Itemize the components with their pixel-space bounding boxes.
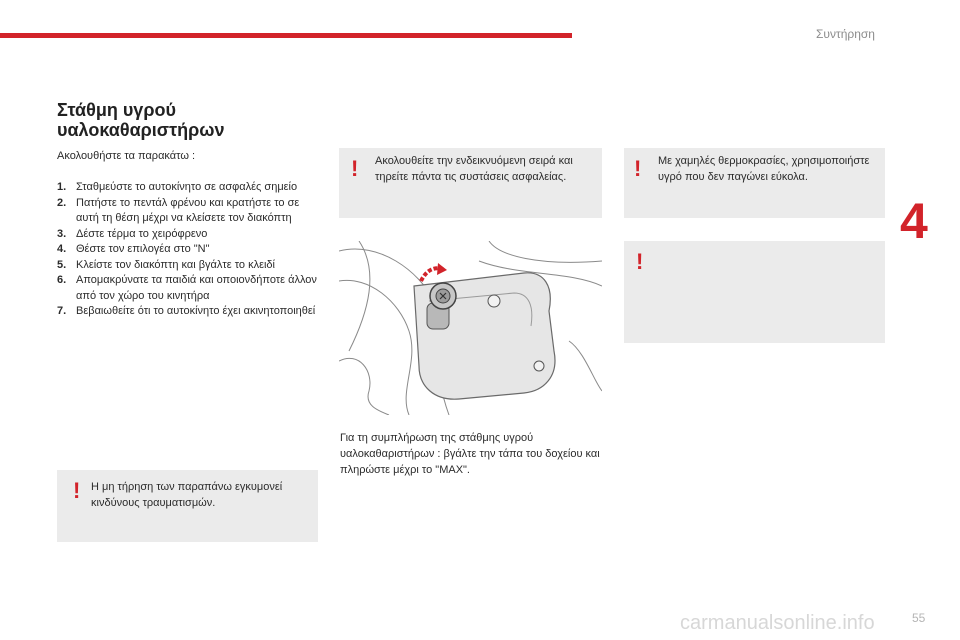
washer-reservoir-illustration [339,241,602,415]
page-number: 55 [912,611,926,625]
step-item: 1. Σταθμεύστε το αυτοκίνητο σε ασφαλές σημείο [57,181,298,193]
warning-text: Με χαμηλές θερμοκρασίες, χρησιμοποιήστε υγρό που δεν παγώνει εύκολα. [658,155,870,183]
step-item: 7. Βεβαιωθείτε ότι το αυτοκίνητο έχει ακινητοποιηθεί [57,305,316,317]
step-item: 2. Πατήστε το πεντάλ φρένου και κρατήστε το σε αυτή τη θέση μέχρι να κλείσετε τον διακόπτη [57,196,300,224]
warning-box-right [624,148,885,218]
step-item: 4. Θέστε τον επιλογέα στο "N" [57,243,210,255]
warning-icon: ! [636,249,644,274]
warning-box-left [57,470,318,542]
engine-bay-drawing [339,241,602,415]
intro-text: Ακολουθήστε τα παρακάτω : [57,150,196,162]
step-item: 6. Απομακρύνατε τα παιδιά και οποιονδήποτε άλλον από τον χώρο του κινητήρα [57,274,317,302]
step-item: 5. Κλείστε τον διακόπτη και βγάλτε το κλειδί [57,258,275,271]
step-item: 3. Δέστε τέρμα το χειρόφρενο [57,227,208,240]
warning-box-middle [339,148,602,218]
chapter-number: 4 [900,193,928,249]
top-accent-bar [0,33,572,38]
figure-caption: Για τη συμπλήρωση της στάθμης υγρού υαλοκαθαριστήρων : βγάλτε την τάπα του δοχείου και πληρώστε μέχρι το "MAX". [340,432,600,476]
steps-list [57,180,322,320]
section-title: Συντήρηση [816,27,875,41]
warning-icon: ! [634,156,642,181]
warning-text: Ακολουθείτε την ενδεικνυόμενη σειρά και τηρείτε πάντα τις συστάσεις ασφαλείας. [375,155,573,183]
warning-box-empty [624,241,885,343]
warning-text: Η μη τήρηση των παραπάνω εγκυμονεί κινδύνους τραυματισμών. [91,481,283,509]
warning-icon: ! [351,156,359,181]
page-title: Στάθμη υγρού υαλοκαθαριστήρων [57,100,225,140]
warning-icon: ! [73,478,81,503]
watermark: carmanualsonline.info [680,612,875,634]
